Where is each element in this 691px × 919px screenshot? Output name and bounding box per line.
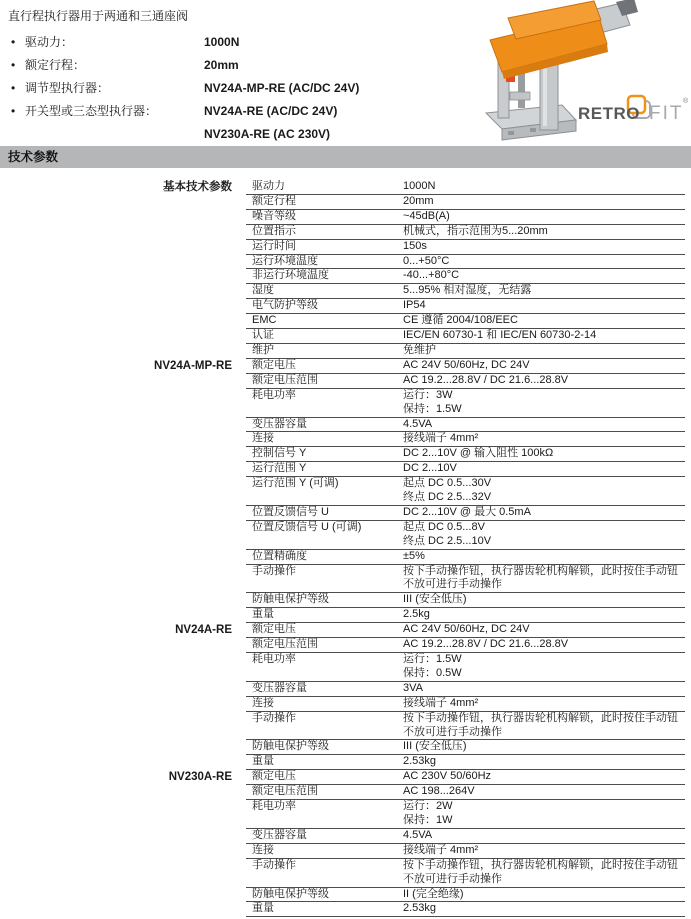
spec-param: 重量 <box>252 902 274 915</box>
spec-value: 运行：2W 保持：1W <box>403 800 453 826</box>
spec-param: 重量 <box>252 755 274 768</box>
spec-value: 运行：1.5W 保持：0.5W <box>403 653 462 679</box>
spec-value: IEC/EN 60730-1 和 IEC/EN 60730-2-14 <box>403 329 597 342</box>
retrofit-logo <box>578 96 689 124</box>
bullet-label: 额定行程： <box>25 58 86 72</box>
spec-row <box>246 418 685 433</box>
spec-value: 4.5VA <box>403 828 433 841</box>
spec-row <box>246 432 685 447</box>
spec-value: DC 2...10V @ 最大 0.5mA <box>403 505 531 518</box>
bullet-value: NV24A-RE (AC/DC 24V) <box>204 104 338 118</box>
spec-value: 按下手动操作钮，执行器齿轮机构解锁，此时按住手动钮 不放可进行手动操作 <box>403 564 678 591</box>
spec-row <box>246 210 685 225</box>
spec-param: 噪音等级 <box>252 209 296 222</box>
spec-param: 运行环境温度 <box>252 254 318 267</box>
spec-value: CE 遵循 2004/108/EEC <box>403 314 518 327</box>
spec-group-label: 基本技术参数 <box>163 181 232 193</box>
spec-row <box>246 240 685 255</box>
spec-value: 接线端子 4mm² <box>403 696 479 709</box>
spec-param: 电气防护等级 <box>252 299 318 312</box>
spec-row <box>246 389 685 418</box>
spec-param: 连接 <box>252 432 274 445</box>
spec-param: 额定行程 <box>252 194 296 207</box>
spec-value: IP54 <box>403 299 426 312</box>
spec-param: 耗电功率 <box>252 653 296 665</box>
spec-row <box>246 462 685 477</box>
spec-param: 变压器容量 <box>252 828 307 841</box>
spec-param: 变压器容量 <box>252 417 307 430</box>
spec-param: EMC <box>252 314 277 327</box>
spec-row <box>246 902 685 917</box>
spec-group-rows <box>246 359 685 623</box>
spec-param: 认证 <box>252 329 274 342</box>
spec-row <box>246 565 685 594</box>
spec-value: 接线端子 4mm² <box>403 432 479 445</box>
spec-param: 控制信号 Y <box>252 447 307 460</box>
spec-value: DC 2...10V @ 输入阻性 100kΩ <box>403 447 554 460</box>
spec-value: ±5% <box>403 549 425 562</box>
spec-param: 非运行环境温度 <box>252 269 329 282</box>
spec-value: 运行：3W 保持：1.5W <box>403 388 462 415</box>
actuator-bolt <box>530 128 536 132</box>
spec-row <box>246 697 685 712</box>
spec-param: 位置反馈信号 U (可调) <box>252 520 362 533</box>
bullet-label: 开关型或三态型执行器： <box>25 104 158 118</box>
bullet-values <box>204 77 359 100</box>
bullet-value: NV230A-RE (AC 230V) <box>204 127 331 141</box>
spec-param: 运行范围 Y <box>252 462 307 475</box>
spec-group <box>0 770 691 917</box>
actuator-clamp <box>510 92 530 100</box>
spec-param: 防触电保护等级 <box>252 593 329 606</box>
spec-param: 额定电压范围 <box>252 373 318 386</box>
spec-row <box>246 844 685 859</box>
spec-row <box>246 284 685 299</box>
spec-param: 位置反馈信号 U <box>252 505 329 518</box>
spec-row <box>246 359 685 374</box>
spec-row <box>246 506 685 521</box>
bullet-values <box>204 100 337 146</box>
bullet-icon: • <box>11 35 16 49</box>
spec-row <box>246 521 685 550</box>
spec-value: 150s <box>403 239 427 252</box>
spec-row <box>246 374 685 389</box>
spec-group-label: NV230A-RE <box>168 771 232 784</box>
spec-row <box>246 755 685 770</box>
spec-value: AC 19.2...28.8V / DC 21.6...28.8V <box>403 373 569 386</box>
spec-param: 额定电压范围 <box>252 785 318 798</box>
bullet-value: 20mm <box>204 58 239 72</box>
spec-row <box>246 255 685 270</box>
spec-param: 连接 <box>252 843 274 856</box>
spec-value: 4.5VA <box>403 417 433 430</box>
logo-retro-text: RETRO <box>578 104 640 123</box>
spec-value: 按下手动操作钮，执行器齿轮机构解锁，此时按住手动钮 不放可进行手动操作 <box>403 858 678 885</box>
spec-value: AC 230V 50/60Hz <box>403 770 492 783</box>
spec-param: 手动操作 <box>252 711 296 724</box>
spec-value: III (安全低压) <box>403 593 467 606</box>
spec-param: 手动操作 <box>252 858 296 871</box>
spec-value: 0...+50°C <box>403 254 450 267</box>
spec-value: -40...+80°C <box>403 269 460 282</box>
bullet-label: 驱动力： <box>25 35 74 49</box>
product-image <box>480 0 691 145</box>
actuator-illustration <box>480 0 691 145</box>
spec-row <box>246 225 685 240</box>
spec-value: III (安全低压) <box>403 740 467 753</box>
spec-value: AC 24V 50/60Hz, DC 24V <box>403 623 530 636</box>
spec-param: 额定电压 <box>252 358 296 371</box>
spec-param: 运行时间 <box>252 239 296 252</box>
bullet-label: 调节型执行器： <box>25 81 110 95</box>
spec-param: 耗电功率 <box>252 800 296 813</box>
spec-group-label: NV24A-RE <box>175 624 232 637</box>
intro-section <box>0 0 691 146</box>
spec-value: AC 198...264V <box>403 785 475 798</box>
spec-value: DC 2...10V <box>403 462 457 475</box>
spec-row <box>246 829 685 844</box>
spec-row <box>246 682 685 697</box>
spec-row <box>246 712 685 741</box>
spec-param: 连接 <box>252 696 274 709</box>
bullet-icon: • <box>11 81 16 95</box>
spec-row <box>246 269 685 284</box>
spec-row <box>246 593 685 608</box>
spec-row <box>246 623 685 638</box>
spec-param: 重量 <box>252 608 274 621</box>
spec-value: 2.53kg <box>403 902 437 915</box>
spec-param: 位置精确度 <box>252 549 307 562</box>
spec-row <box>246 314 685 329</box>
spec-param: 额定电压范围 <box>252 638 318 651</box>
bullet-icon: • <box>11 104 16 118</box>
spec-row <box>246 770 685 785</box>
spec-row <box>246 608 685 623</box>
spec-param: 维护 <box>252 343 274 356</box>
spec-value: II (完全绝缘) <box>403 887 464 900</box>
spec-value: 机械式，指示范围为5...20mm <box>403 224 548 237</box>
bullet-value: 1000N <box>204 35 240 49</box>
spec-table <box>0 180 691 917</box>
spec-param: 位置指示 <box>252 224 296 237</box>
spec-group <box>0 359 691 623</box>
spec-param: 手动操作 <box>252 564 296 577</box>
spec-value: 2.53kg <box>403 755 437 768</box>
spec-row <box>246 740 685 755</box>
logo-registered-mark: ® <box>683 98 689 105</box>
spec-group-rows <box>246 180 685 359</box>
spec-value: ~45dB(A) <box>403 209 450 222</box>
spec-value: 20mm <box>403 194 434 207</box>
spec-value: 接线端子 4mm² <box>403 843 479 856</box>
spec-row <box>246 180 685 195</box>
spec-value: 3VA <box>403 681 423 694</box>
spec-group <box>0 623 691 770</box>
spec-param: 驱动力 <box>252 180 285 192</box>
spec-param: 运行范围 Y (可调) <box>252 477 339 490</box>
spec-value: AC 24V 50/60Hz, DC 24V <box>403 358 530 371</box>
spec-row <box>246 299 685 314</box>
bullet-value: NV24A-MP-RE (AC/DC 24V) <box>204 81 360 95</box>
spec-value: AC 19.2...28.8V / DC 21.6...28.8V <box>403 638 569 651</box>
spec-value: 免维护 <box>403 343 436 356</box>
spec-row <box>246 800 685 829</box>
spec-value: 2.5kg <box>403 608 430 621</box>
spec-row <box>246 195 685 210</box>
spec-param: 额定电压 <box>252 623 296 636</box>
spec-row <box>246 550 685 565</box>
spec-group-rows <box>246 623 685 770</box>
actuator-bolt <box>508 131 514 135</box>
page-title: 直行程执行器用于两通和三通座阀 <box>8 9 189 23</box>
spec-row <box>246 447 685 462</box>
spec-row <box>246 329 685 344</box>
spec-value: 按下手动操作钮，执行器齿轮机构解锁，此时按住手动钮 不放可进行手动操作 <box>403 711 678 738</box>
spec-value: 5...95% 相对湿度，无结露 <box>403 284 532 297</box>
spec-row <box>246 477 685 506</box>
bullet-values <box>204 54 239 77</box>
spec-row <box>246 638 685 653</box>
spec-group-label: NV24A-MP-RE <box>154 359 232 372</box>
section-header: 技术参数 <box>0 146 691 168</box>
spec-row <box>246 653 685 682</box>
spec-row <box>246 344 685 359</box>
spec-param: 防触电保护等级 <box>252 887 329 900</box>
spec-param: 湿度 <box>252 284 274 297</box>
spec-row <box>246 888 685 903</box>
spec-value: 起点 DC 0.5...8V 终点 DC 2.5...10V <box>403 520 492 547</box>
spec-value: 起点 DC 0.5...30V 终点 DC 2.5...32V <box>403 477 492 504</box>
spec-param: 变压器容量 <box>252 681 307 694</box>
spec-value: 1000N <box>403 180 436 192</box>
spec-param: 额定电压 <box>252 770 296 783</box>
logo-fit-text: FIT <box>649 103 684 124</box>
spec-group-rows <box>246 770 685 917</box>
spec-group <box>0 180 691 359</box>
spec-param: 耗电功率 <box>252 388 296 401</box>
spec-row <box>246 859 685 888</box>
spec-param: 防触电保护等级 <box>252 740 329 753</box>
spec-row <box>246 785 685 800</box>
bullet-values <box>204 31 239 54</box>
bullet-icon: • <box>11 58 16 72</box>
